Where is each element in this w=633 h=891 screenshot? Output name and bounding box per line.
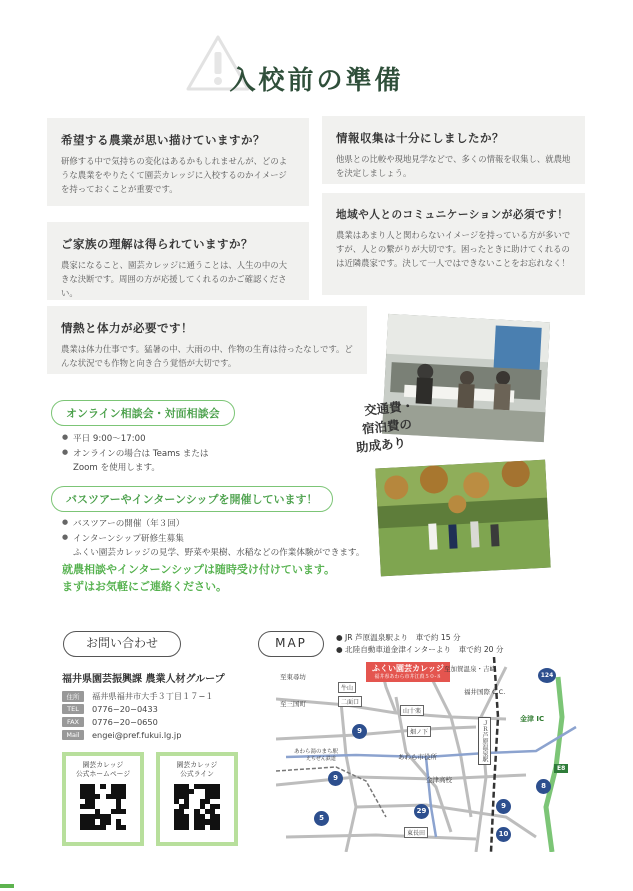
contact-value: 0776−20−0650 — [92, 717, 158, 727]
contact-value[interactable]: engei@pref.fukui.lg.jp — [92, 730, 182, 740]
page-title: 入校前の準備 — [229, 66, 404, 96]
list-item: Zoom を使用します。 — [73, 463, 160, 474]
map-label: 至加賀温泉・吉崎 — [444, 665, 496, 673]
expressway-badge: E8 — [554, 764, 568, 773]
map-heading: MAP — [258, 631, 324, 657]
contact-tag: TEL — [62, 704, 84, 714]
contact-tel — [62, 704, 158, 714]
contact-tag: FAX — [62, 717, 84, 727]
contact-value: 福井県福井市大手３丁目１７−１ — [92, 691, 214, 701]
callout-line: 宿泊費の — [361, 416, 413, 437]
tour-heading: バスツアーやインターンシップを開催しています！ — [51, 486, 333, 512]
access-map — [276, 657, 592, 852]
card-title: 情報収集は十分にしましたか？ — [336, 131, 504, 145]
contact-tag: Mail — [62, 730, 84, 740]
card-title: 希望する農業が思い描けていますか？ — [61, 133, 265, 147]
card-family — [47, 222, 309, 300]
callout-line: 助成あり — [355, 435, 407, 456]
map-access — [336, 632, 504, 656]
route-badge-9: 9 — [352, 724, 367, 739]
route-badge-9: 9 — [328, 771, 343, 786]
callout-line: 交通費・ — [363, 397, 415, 419]
qr-label-line: 園芸カレッジ — [82, 761, 124, 769]
route-badge-124: 124 — [538, 668, 556, 683]
card-body: 農業は体力仕事です。猛暑の中、大雨の中、作物の生育は待ったなしです。どんな状況でも作物と向き合う覚悟が大切です。 — [61, 344, 353, 368]
map-label: 山十楽 — [400, 705, 424, 716]
map-label: 金津高校 — [426, 776, 452, 784]
map-label: 二面口 — [338, 696, 362, 707]
map-label: 至三国町 — [280, 700, 306, 708]
footer-accent — [0, 884, 14, 888]
contact-tag: 住所 — [62, 691, 84, 702]
access-line: ● JR 芦原温泉駅より 車で約 15 分 — [336, 633, 461, 642]
qr-label — [160, 761, 234, 779]
contact-note — [62, 561, 335, 595]
route-badge-10: 10 — [496, 827, 511, 842]
list-item: ● バスツアーの開催（年３回） — [62, 517, 364, 532]
qr-code-icon — [174, 784, 220, 830]
card-body: 農家になること、園芸カレッジに通うことは、人生の中の大きな決断です。周囲の方が応援してくれるのかご確認ください。 — [61, 260, 288, 298]
map-label: 牛山 — [338, 682, 356, 693]
college-marker — [366, 662, 450, 682]
contact-mail — [62, 730, 181, 740]
qr-label-line: 公式ホームページ — [75, 769, 131, 778]
card-body: 研修する中で気持ちの変化はあるかもしれませんが、どのような農業をやりたくて園芸カレッジに入校するのかイメージを持っておくことが重要です。 — [61, 156, 288, 194]
map-label: 至東尋坊 — [280, 673, 306, 681]
access-line: ● 北陸自動車道金津インターより 車で約 20 分 — [336, 644, 504, 654]
list-item: ふくい園芸カレッジの見学、野菜や果樹、水稲などの作業体験ができます。 — [73, 548, 365, 559]
map-label: あわら市役所 — [398, 753, 437, 761]
route-badge-9: 9 — [496, 799, 511, 814]
contact-fax — [62, 717, 158, 727]
qr-label-line: 園芸カレッジ — [176, 761, 218, 769]
qr-label — [66, 761, 140, 779]
qr-label-line: 公式ライン — [180, 769, 214, 778]
map-label: あわら湯のまち駅 — [294, 749, 339, 755]
note-line: まずはお気軽にご連絡ください。 — [62, 580, 227, 594]
card-body: 他県との比較や現地見学などで、多くの情報を収集し、就農地を決定しましょう。 — [336, 154, 571, 178]
card-body: 農業はあまり人と関わらないイメージを持っている方が多いですが、人との繋がりが大切です。困ったときに助けてくれるのは近隣農家です。決して一人ではできないことをお忘れなく！ — [336, 230, 571, 268]
qr-code-icon — [80, 784, 126, 830]
card-community — [322, 193, 585, 295]
college-name: ふくい園芸カレッジ — [372, 664, 444, 673]
route-badge-5: 5 — [314, 811, 329, 826]
map-label: 東長田 — [404, 827, 428, 838]
map-label: えちぜん鉄道 — [306, 756, 336, 762]
map-label: 金津 IC — [520, 715, 545, 723]
card-title: 地域や人とのコミュニケーションが必須です！ — [336, 209, 569, 221]
route-badge-8: 8 — [536, 779, 551, 794]
card-desired-farming — [47, 118, 309, 206]
card-passion — [47, 306, 367, 374]
list-item: ● インターンシップ研修生募集 — [62, 532, 364, 547]
consult-list — [62, 432, 209, 476]
list-item: ● 平日 9:00～17:00 — [62, 432, 209, 447]
route-badge-29: 29 — [414, 804, 429, 819]
map-label: 畑ノ下 — [407, 726, 431, 737]
note-line: 就農相談やインターンシップは随時受け付けています。 — [62, 563, 335, 576]
qr-line[interactable] — [156, 752, 238, 846]
card-information — [322, 116, 585, 184]
consult-heading: オンライン相談会・対面相談会 — [51, 400, 235, 426]
contact-value[interactable]: 0776−20−0433 — [92, 704, 158, 714]
organization-name: 福井県園芸振興課 農業人材グループ — [62, 674, 225, 685]
contact-heading: お問い合わせ — [63, 631, 181, 657]
card-title: 情熱と体力が必要です！ — [61, 321, 193, 335]
map-label: 福井国際 C.C. — [464, 688, 506, 696]
pear-orchard-photo — [375, 460, 550, 577]
tour-list — [62, 517, 364, 561]
station-label: ＪＲ芦原温泉駅 — [478, 717, 491, 765]
qr-homepage[interactable] — [62, 752, 144, 846]
list-item: ● オンラインの場合は Teams または — [62, 447, 209, 462]
subsidy-callout — [351, 393, 456, 458]
college-address: 福井県あわら市井江葭５０‐８ — [374, 673, 442, 680]
contact-address — [62, 691, 214, 702]
card-title: ご家族の理解は得られていますか？ — [61, 237, 253, 251]
